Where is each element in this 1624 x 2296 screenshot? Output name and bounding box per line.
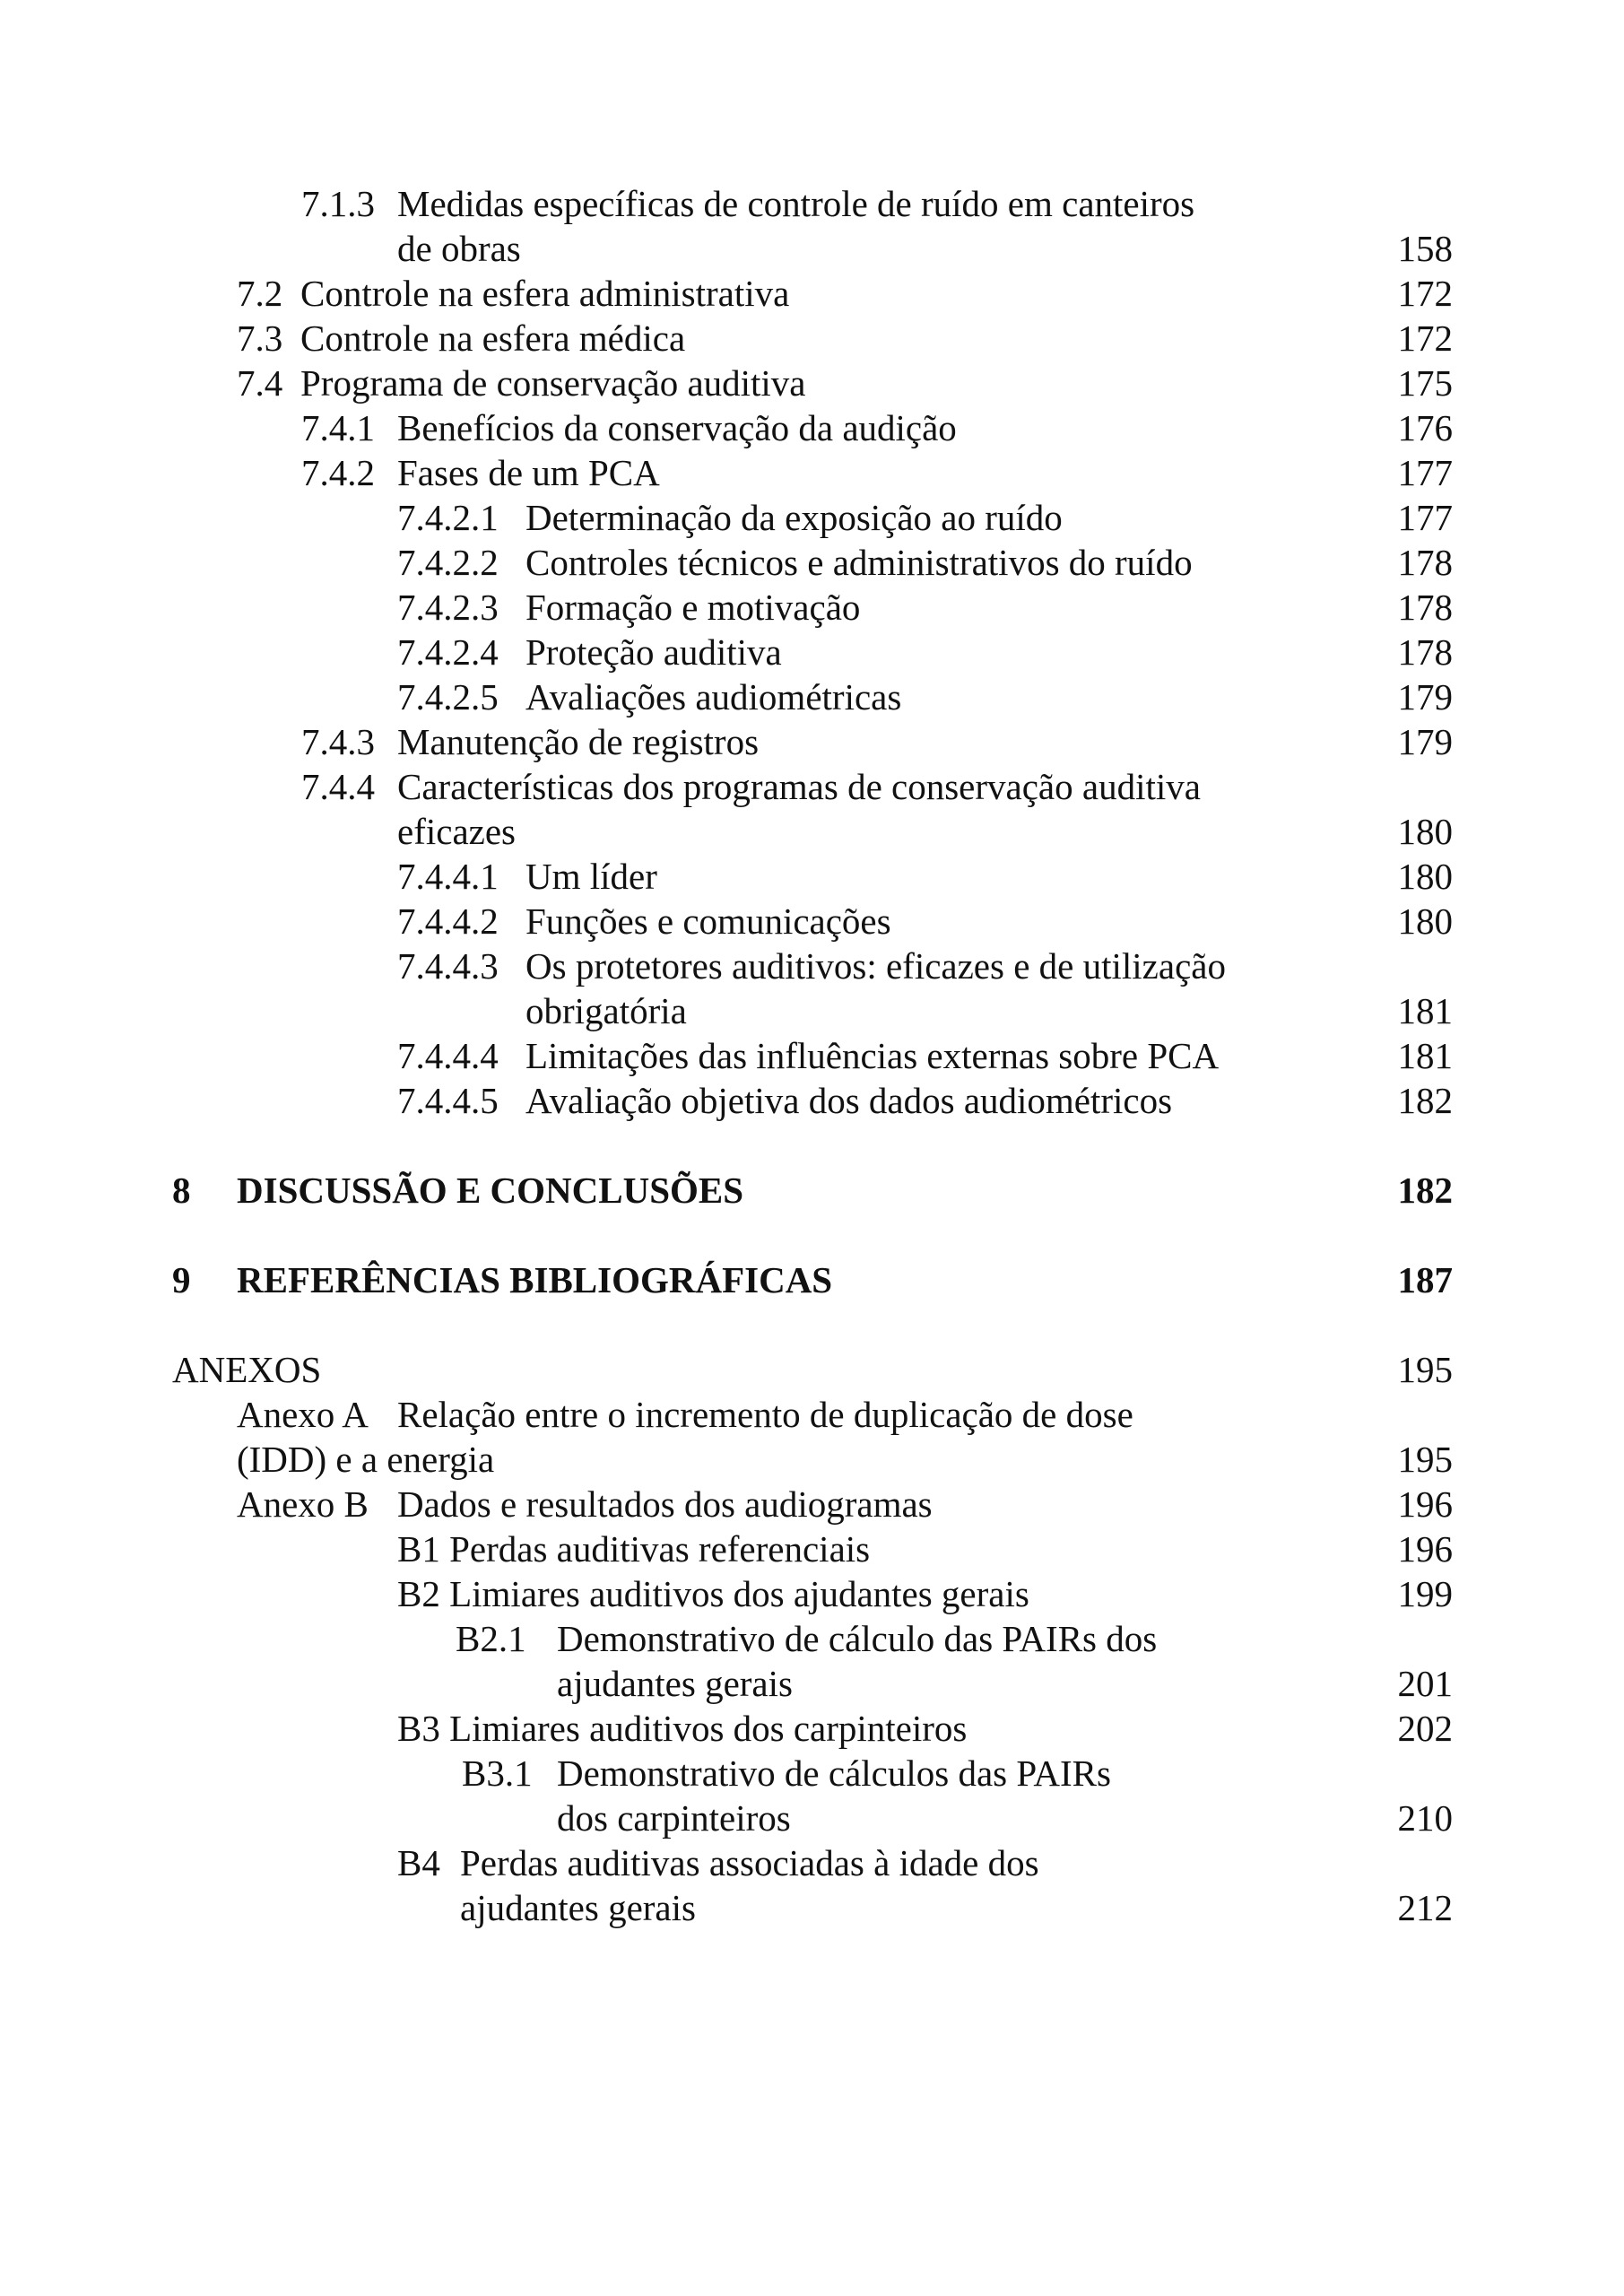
toc-entry-title: Programa de conservação auditiva: [300, 362, 806, 404]
toc-entry: [0, 1526, 1624, 1571]
toc-entry: [0, 1661, 1624, 1706]
toc-entry: [0, 1033, 1624, 1078]
toc-entry-title: Os protetores auditivos: eficazes e de utilização: [525, 945, 1226, 987]
toc-entry-page: 181: [1397, 1035, 1453, 1076]
toc-entry-title: Avaliação objetiva dos dados audiométricos: [525, 1080, 1173, 1121]
toc-entry: [0, 1751, 1624, 1796]
toc-entry: [0, 1392, 1624, 1437]
toc-entry-title: de obras: [397, 228, 521, 269]
toc-entry: [0, 1706, 1624, 1751]
toc-entry-title: obrigatória: [525, 990, 687, 1031]
toc-entry-number: Anexo B: [237, 1483, 369, 1525]
toc-entry-number: 7.4: [237, 362, 283, 404]
toc-entry: [0, 1796, 1624, 1840]
toc-entry: [0, 719, 1624, 764]
toc-entry: [0, 1437, 1624, 1482]
toc-entry: [0, 1885, 1624, 1930]
toc-entry: [0, 1571, 1624, 1616]
toc-entry: [0, 1840, 1624, 1885]
toc-entry: [0, 1123, 1624, 1168]
toc-entry-page: 196: [1397, 1528, 1453, 1570]
toc-entry-title: dos carpinteiros: [557, 1797, 791, 1839]
toc-entry-title: Avaliações audiométricas: [525, 676, 902, 718]
toc-entry: [0, 1168, 1624, 1213]
toc-entry: [0, 1078, 1624, 1123]
toc-entry: [0, 1302, 1624, 1347]
toc-entry-title: Características dos programas de conservação auditiva: [397, 766, 1201, 807]
toc-entry-page: 195: [1397, 1439, 1453, 1480]
toc-entry-number: 7.1.3: [301, 183, 375, 224]
toc-entry: [0, 899, 1624, 944]
toc-entry-page: 202: [1397, 1708, 1453, 1749]
toc-entry-number: B3.1: [462, 1752, 533, 1794]
toc-entry: [0, 1482, 1624, 1526]
toc-entry-page: 178: [1397, 631, 1453, 673]
toc-entry-page: 201: [1397, 1663, 1453, 1704]
toc-entry-number: 7.4.2: [301, 452, 375, 493]
toc-entry-title: Um líder: [525, 856, 657, 897]
toc-entry-page: 172: [1397, 317, 1453, 359]
toc-entry-page: 180: [1397, 856, 1453, 897]
toc-entry: [0, 1257, 1624, 1302]
toc-entry: [0, 316, 1624, 361]
toc-entry-number: 8: [172, 1170, 191, 1211]
toc-entry-number: 7.4.4.2: [397, 900, 499, 942]
toc-entry-title: Dados e resultados dos audiogramas: [397, 1483, 933, 1525]
toc-entry-title: B3 Limiares auditivos dos carpinteiros: [397, 1708, 968, 1749]
toc-entry-title: Formação e motivação: [525, 587, 861, 628]
toc-entry: [0, 361, 1624, 405]
toc-entry-page: 195: [1397, 1349, 1453, 1390]
toc-entry-number: 7.4.2.1: [397, 497, 499, 538]
toc-entry: [0, 809, 1624, 854]
toc-entry-title: Manutenção de registros: [397, 721, 760, 762]
toc-entry-page: 212: [1397, 1887, 1453, 1928]
toc-entry-title: Funções e comunicações: [525, 900, 891, 942]
toc-entry: [0, 495, 1624, 540]
toc-entry-page: 180: [1397, 900, 1453, 942]
toc-entry-page: 181: [1397, 990, 1453, 1031]
toc-entry-page: 178: [1397, 542, 1453, 583]
toc-entry-page: 182: [1397, 1080, 1453, 1121]
toc-entry-number: 7.4.2.5: [397, 676, 499, 718]
toc-entry-page: 176: [1397, 407, 1453, 448]
toc-entry-title: Limitações das influências externas sobre PCA: [525, 1035, 1220, 1076]
toc-entry-title: DISCUSSÃO E CONCLUSÕES: [237, 1170, 744, 1211]
toc-entry-page: 210: [1397, 1797, 1453, 1839]
toc-entry-page: 179: [1397, 721, 1453, 762]
toc-entry-title: Relação entre o incremento de duplicação de dose: [397, 1394, 1133, 1435]
toc-entry-number: B2.1: [456, 1618, 526, 1659]
toc-entry-number: 7.4.2.3: [397, 587, 499, 628]
toc-entry-number: 7.4.4.4: [397, 1035, 499, 1076]
toc-entry-title: ajudantes gerais: [460, 1887, 696, 1928]
toc-entry-number: 7.4.4: [301, 766, 375, 807]
toc-entry: [0, 1213, 1624, 1257]
toc-entry-page: 178: [1397, 587, 1453, 628]
toc-entry-title: Controles técnicos e administrativos do ruído: [525, 542, 1193, 583]
toc-entry: [0, 1347, 1624, 1392]
toc-entry: [0, 854, 1624, 899]
toc-entry: [0, 1616, 1624, 1661]
toc-entry-title: Determinação da exposição ao ruído: [525, 497, 1063, 538]
toc-entry-title: Benefícios da conservação da audição: [397, 407, 957, 448]
toc-entry-number: 9: [172, 1259, 191, 1300]
toc-entry-title: (IDD) e a energia: [237, 1439, 495, 1480]
toc-entry-title: Controle na esfera médica: [300, 317, 686, 359]
toc-entry-page: 175: [1397, 362, 1453, 404]
toc-entry-number: 7.4.4.5: [397, 1080, 499, 1121]
toc-entry-page: 179: [1397, 676, 1453, 718]
toc-entry: [0, 944, 1624, 988]
toc-entry: [0, 585, 1624, 630]
toc-entry: [0, 450, 1624, 495]
toc-entry-page: 177: [1397, 452, 1453, 493]
toc-entry-title: Demonstrativo de cálculo das PAIRs dos: [557, 1618, 1158, 1659]
toc-entry-page: 158: [1397, 228, 1453, 269]
toc-entry: [0, 540, 1624, 585]
toc-entry-page: 187: [1397, 1259, 1453, 1300]
toc-entry: [0, 405, 1624, 450]
toc-entry-page: 177: [1397, 497, 1453, 538]
toc-entry: [0, 181, 1624, 226]
toc-entry-number: 7.4.3: [301, 721, 375, 762]
toc-entry-page: 180: [1397, 811, 1453, 852]
toc-entry-title: Perdas auditivas associadas à idade dos: [460, 1842, 1039, 1883]
toc-entry-number: 7.4.2.4: [397, 631, 499, 673]
toc-entry: [0, 764, 1624, 809]
toc-entry-page: 182: [1397, 1170, 1453, 1211]
toc-entry-title: ANEXOS: [172, 1349, 322, 1390]
toc-entry-number: Anexo A: [237, 1394, 369, 1435]
toc-entry-title: ajudantes gerais: [557, 1663, 793, 1704]
toc-entry: [0, 988, 1624, 1033]
toc-entry-number: B4: [397, 1842, 440, 1883]
toc-entry-number: 7.3: [237, 317, 283, 359]
toc-entry-title: Medidas específicas de controle de ruído em canteiros: [397, 183, 1195, 224]
toc-entry: [0, 630, 1624, 674]
toc-entry-number: 7.2: [237, 273, 283, 314]
toc-entry-title: eficazes: [397, 811, 516, 852]
toc-entry-page: 172: [1397, 273, 1453, 314]
toc-entry-number: 7.4.4.1: [397, 856, 499, 897]
toc-entry: [0, 674, 1624, 719]
toc-entry-page: 199: [1397, 1573, 1453, 1614]
toc-entry-title: Demonstrativo de cálculos das PAIRs: [557, 1752, 1111, 1794]
toc-entry-page: 196: [1397, 1483, 1453, 1525]
toc-entry-title: Proteção auditiva: [525, 631, 782, 673]
toc-entry: [0, 271, 1624, 316]
toc-entry-title: Controle na esfera administrativa: [300, 273, 790, 314]
toc-entry-title: B1 Perdas auditivas referenciais: [397, 1528, 871, 1570]
toc-entry-title: REFERÊNCIAS BIBLIOGRÁFICAS: [237, 1259, 833, 1300]
toc-entry-number: 7.4.1: [301, 407, 375, 448]
toc-entry-title: B2 Limiares auditivos dos ajudantes gerais: [397, 1573, 1029, 1614]
toc-entry: [0, 226, 1624, 271]
toc-entry-number: 7.4.4.3: [397, 945, 499, 987]
toc-entry-title: Fases de um PCA: [397, 452, 660, 493]
toc-entry-number: 7.4.2.2: [397, 542, 499, 583]
